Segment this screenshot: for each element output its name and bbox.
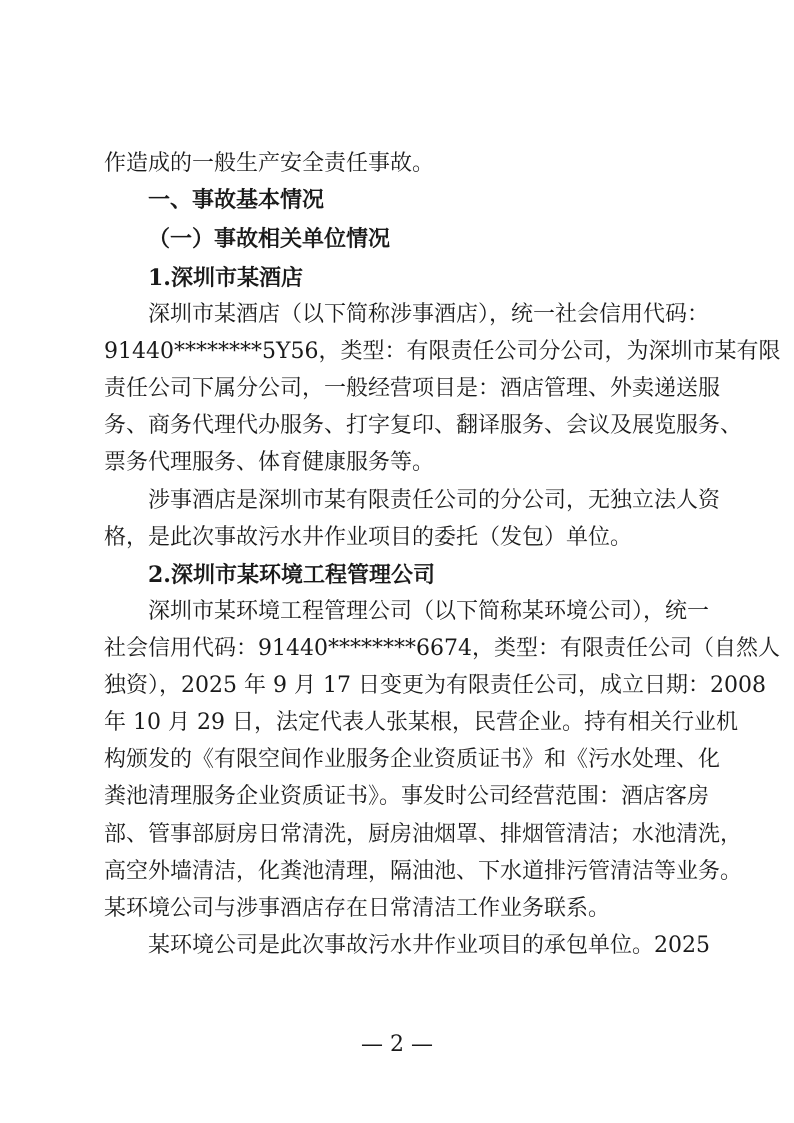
paragraph-line: 某环境公司是此次事故污水井作业项目的承包单位。2025: [148, 933, 710, 958]
paragraph-line: 作造成的一般生产安全责任事故。: [104, 151, 435, 176]
paragraph-line: 某环境公司与涉事酒店存在日常清洁工作业务联系。: [104, 896, 611, 921]
paragraph-line: 深圳市某酒店（以下简称涉事酒店），统一社会信用代码：: [148, 302, 710, 327]
paragraph-line: 深圳市某环境工程管理公司（以下简称某环境公司），统一: [148, 599, 710, 624]
paragraph-line: 务、商务代理代办服务、打字复印、翻译服务、会议及展览服务、: [104, 413, 743, 438]
section-heading: 一、事故基本情况: [148, 188, 325, 213]
page-number: — 2 —: [361, 1032, 433, 1057]
paragraph-line: 涉事酒店是深圳市某有限责任公司的分公司，无独立法人资: [148, 488, 721, 513]
paragraph-line: 高空外墙清洁，化粪池清理，隔油池、下水道排污管清洁等业务。: [104, 859, 743, 884]
paragraph-line: 构颁发的《有限空间作业服务企业资质证书》和《污水处理、化: [104, 747, 721, 772]
paragraph-line: 年 10 月 29 日，法定代表人张某根，民营企业。持有相关行业机: [104, 710, 738, 735]
paragraph-line: 部、管事部厨房日常清洗，厨房油烟罩、排烟管清洁；水池清洗，: [104, 822, 743, 847]
paragraph-line: 社会信用代码：91440********6674，类型：有限责任公司（自然人: [104, 636, 780, 661]
paragraph-line: 粪池清理服务企业资质证书》。事发时公司经营范围：酒店客房: [104, 784, 710, 809]
subsection-heading: （一）事故相关单位情况: [148, 227, 391, 252]
entity-heading: 1.深圳市某酒店: [148, 265, 303, 291]
paragraph-line: 91440********5Y56，类型：有限责任公司分公司，为深圳市某有限: [104, 339, 781, 364]
paragraph-line: 票务代理服务、体育健康服务等。: [104, 450, 435, 475]
paragraph-line: 独资），2025 年 9 月 17 日变更为有限责任公司，成立日期：2008: [104, 673, 766, 698]
paragraph-line: 责任公司下属分公司，一般经营项目是：酒店管理、外卖递送服: [104, 376, 721, 401]
entity-heading: 2.深圳市某环境工程管理公司: [148, 562, 435, 588]
paragraph-line: 格，是此次事故污水井作业项目的委托（发包）单位。: [104, 525, 633, 550]
